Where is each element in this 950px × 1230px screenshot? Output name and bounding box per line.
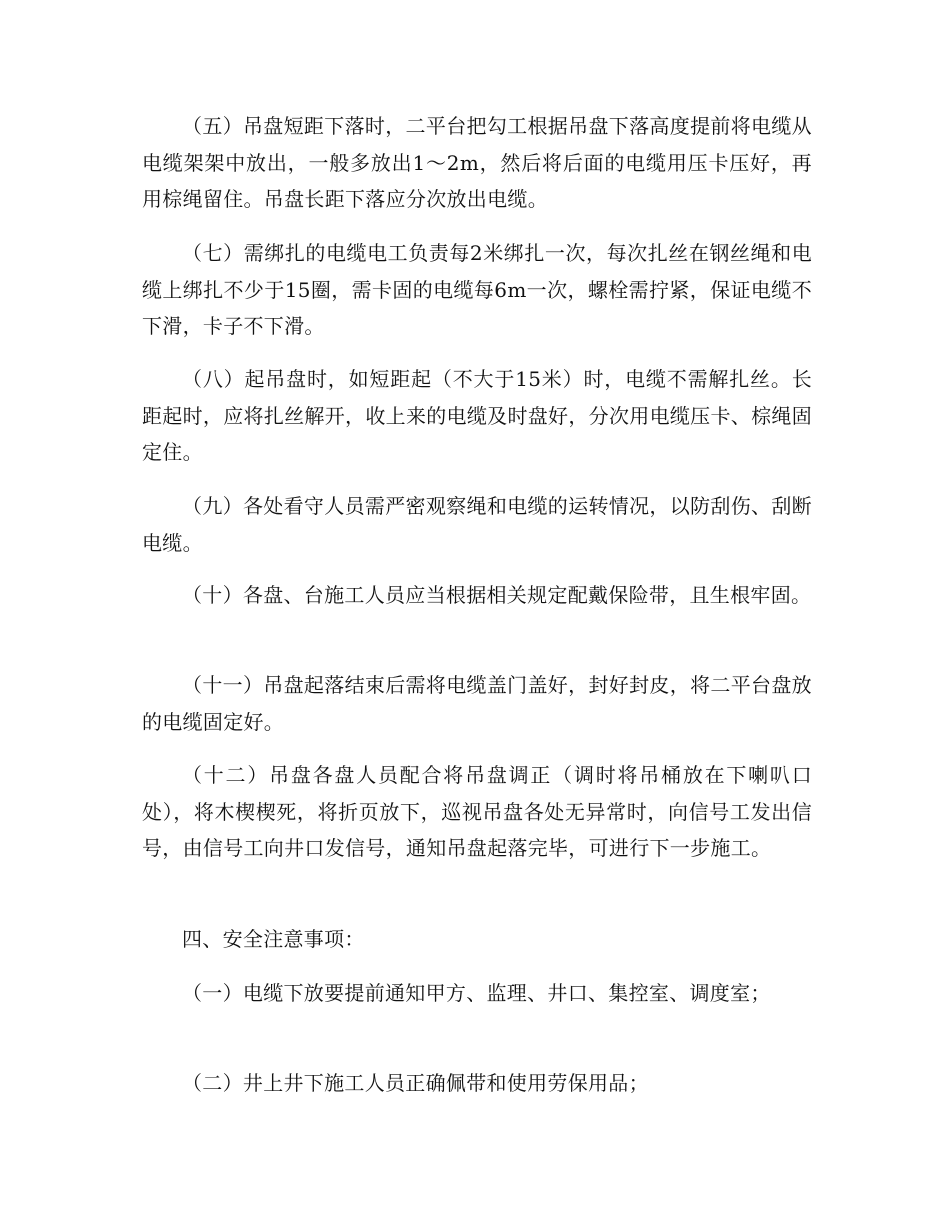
paragraph-item-5: （五）吊盘短距下落时，二平台把勾工根据吊盘下落高度提前将电缆从电缆架架中放出，一般多放出1～2m，然后将后面的电缆用压卡压好，再用棕绳留住。吊盘长距下落应分次放出电缆。 bbox=[142, 114, 812, 211]
paragraph-item-10: （十）各盘、台施工人员应当根据相关规定配戴保险带，且生根牢固。 bbox=[182, 583, 812, 607]
paragraph-item-9: （九）各处看守人员需严密观察绳和电缆的运转情况，以防刮伤、刮断电缆。 bbox=[142, 494, 812, 555]
paragraph-item-11: （十一）吊盘起落结束后需将电缆盖门盖好，封好封皮，将二平台盘放的电缆固定好。 bbox=[142, 673, 812, 734]
section-heading-safety: 四、安全注意事项： bbox=[182, 927, 365, 951]
safety-item-1: （一）电缆下放要提前通知甲方、监理、井口、集控室、调度室； bbox=[182, 981, 771, 1005]
safety-item-2: （二）井上井下施工人员正确佩带和使用劳保用品； bbox=[182, 1071, 649, 1095]
paragraph-item-7: （七）需绑扎的电缆电工负责每2米绑扎一次，每次扎丝在钢丝绳和电缆上绑扎不少于15圈，需卡固的电缆每6m一次，螺栓需拧紧，保证电缆不下滑，卡子不下滑。 bbox=[142, 241, 812, 338]
paragraph-item-8: （八）起吊盘时，如短距起（不大于15米）时，电缆不需解扎丝。长距起时，应将扎丝解开，收上来的电缆及时盘好，分次用电缆压卡、棕绳固定住。 bbox=[142, 367, 812, 464]
paragraph-item-12: （十二）吊盘各盘人员配合将吊盘调正（调时将吊桶放在下喇叭口处），将木楔楔死，将折页放下，巡视吊盘各处无异常时，向信号工发出信号，由信号工向井口发信号，通知吊盘起落完毕，可进行下一步施工。 bbox=[142, 763, 812, 860]
